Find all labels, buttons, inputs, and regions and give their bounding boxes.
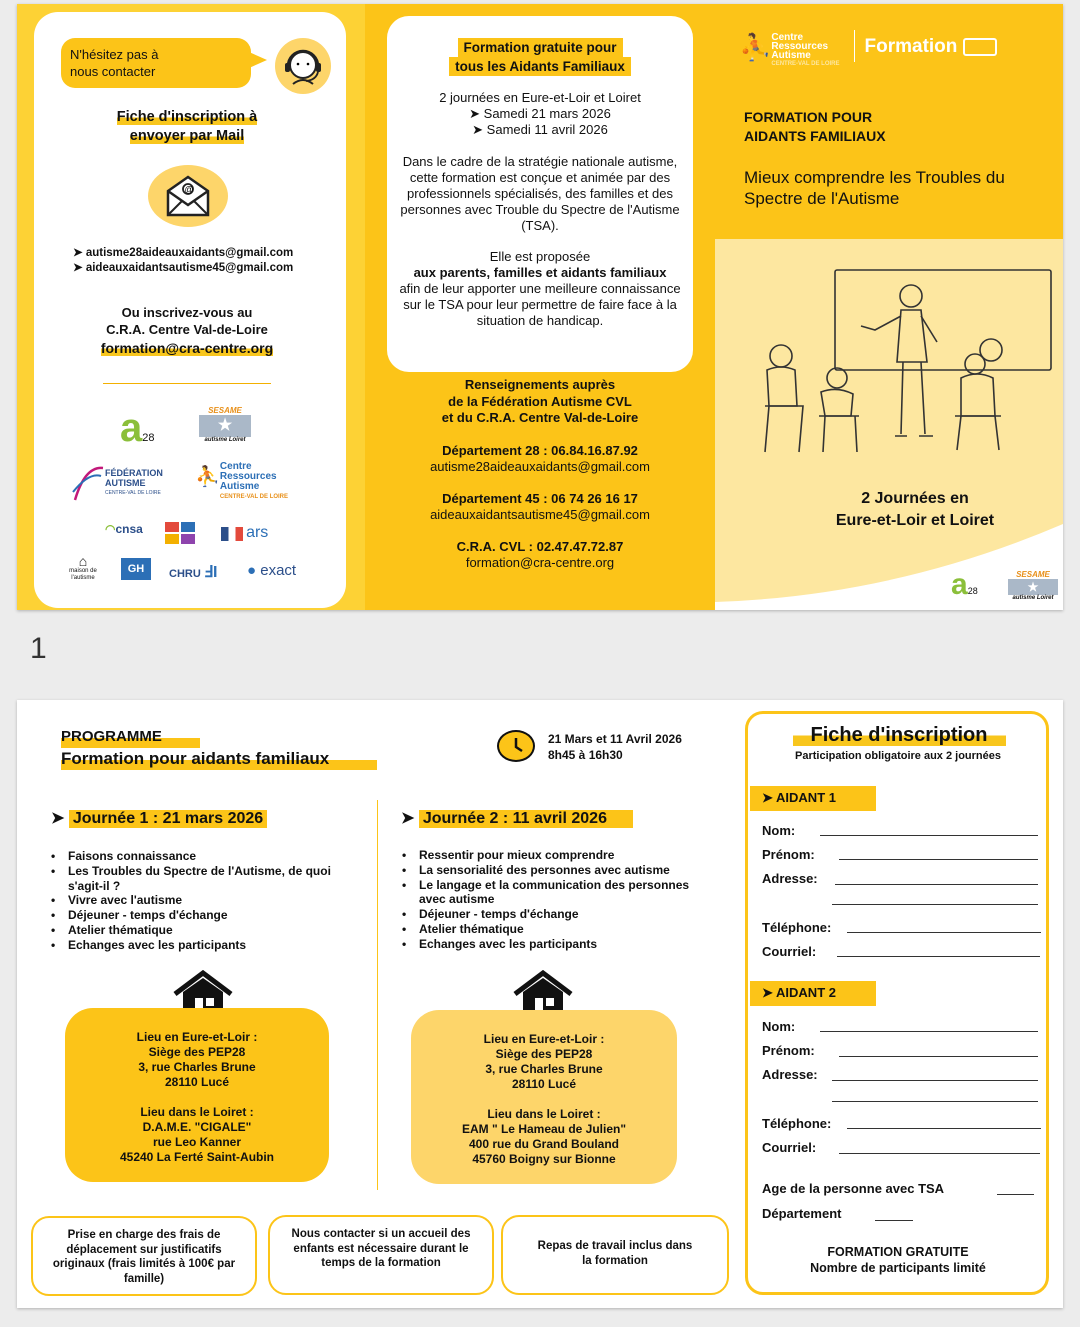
day1-item: ➤ Samedi 21 mars 2026	[469, 106, 611, 121]
cra-people-icon: ⛹	[739, 32, 772, 62]
lieu-text: Lieu en Eure-et-Loir :	[483, 1032, 605, 1046]
nom-label: Nom:	[762, 823, 796, 838]
logo-line2: Ressources	[771, 41, 829, 52]
adresse-label: Adresse:	[762, 871, 818, 886]
cnsa-logo	[105, 522, 143, 536]
a28-num-small: 28	[967, 586, 978, 596]
list-item: • Ressentir pour mieux comprendre	[402, 848, 712, 863]
para2-end: afin de leur apporter une meilleure connaissance sur le TSA pour leur permettre de faire face à la situation de handicap.	[399, 281, 681, 328]
headset-icon	[275, 38, 331, 94]
inscription-block	[37, 304, 337, 357]
brochure-inner-page	[17, 700, 1063, 1308]
cra-line4: CENTRE-VAL DE LOIRE	[219, 494, 289, 500]
dates-text: 21 Mars et 11 Avril 2026	[548, 732, 682, 746]
prenom-input-2[interactable]	[839, 1056, 1038, 1057]
form-title-wrap	[767, 724, 1031, 747]
info-box-enfants: Nous contacter si un accueil des enfants est nécessaire durant le temps de la formation	[268, 1215, 494, 1295]
lieu-text: EAM " Le Hameau de Julien"	[461, 1122, 627, 1136]
inscr-email[interactable]: formation@cra-centre.org	[100, 340, 274, 356]
heading-line1: FORMATION POUR	[744, 109, 873, 125]
day2-item: ➤ Samedi 11 avril 2026	[472, 122, 608, 137]
list-item: • Echanges avec les participants	[402, 937, 712, 952]
contacts-block	[387, 443, 693, 571]
lieu-text: 45760 Boigny sur Bionne	[472, 1152, 616, 1166]
mail-icon	[148, 165, 228, 227]
day1-list	[51, 849, 351, 953]
federation-swoosh-icon	[71, 462, 105, 502]
adresse-label: Adresse:	[762, 1067, 818, 1082]
sesame-sub-small: autisme Loiret	[1012, 595, 1054, 601]
form-footer	[757, 1244, 1039, 1276]
fed-line3: CENTRE-VAL DE LOIRE	[105, 490, 161, 496]
form-subtitle: Participation obligatoire aux 2 journées	[795, 750, 1001, 762]
cnsa-arc-icon: ◠	[105, 522, 116, 536]
exact-logo	[247, 562, 296, 579]
maison-text: maison de l'autisme	[69, 568, 97, 581]
email-text[interactable]: aideauxaidantsautisme45@gmail.com	[85, 262, 294, 274]
dates-block	[387, 90, 693, 138]
lieu-box-1	[65, 1008, 329, 1182]
adresse-input-2b[interactable]	[832, 1101, 1038, 1102]
a28-logo-small	[951, 570, 978, 600]
lieu-text: D.A.M.E. "CIGALE"	[142, 1120, 252, 1134]
list-item: • Déjeuner - temps d'échange	[402, 907, 712, 922]
adresse-input-1b[interactable]	[832, 904, 1038, 905]
a28-logo	[120, 408, 155, 448]
chru-logo	[169, 562, 218, 582]
list-item: • Faisons connaissance	[51, 849, 351, 864]
cra-line3: Autisme	[219, 481, 260, 492]
logo-line1: Centre	[771, 32, 804, 43]
info-line1: Renseignements auprès	[464, 377, 616, 392]
aidant1-tag: ➤ AIDANT 1	[750, 786, 876, 811]
day2-heading: ➤ Journée 2 : 11 avril 2026	[401, 808, 633, 828]
form-title: Fiche d'inscription	[793, 724, 1006, 746]
dep45-email[interactable]: aideauxaidantsautisme45@gmail.com	[430, 507, 650, 522]
inscr-line1: Ou inscrivez-vous au	[121, 305, 253, 320]
programme-subtitle: Formation pour aidants familiaux	[61, 748, 377, 770]
courriel-label: Courriel:	[762, 1140, 817, 1155]
courriel-input-2[interactable]	[839, 1153, 1040, 1154]
puzzle-logo	[163, 520, 199, 549]
description-para: Dans le cadre de la stratégie nationale autisme, cette formation est conçue et animée par des professionnels spécialisés, des familles et des personnes avec Trouble du Spectre de l'Autisme (TSA).	[400, 154, 680, 233]
adresse-input-2[interactable]	[832, 1080, 1038, 1081]
ars-logo	[221, 524, 268, 542]
dep45-phone[interactable]: Département 45 : 06 74 26 16 17	[442, 491, 638, 506]
maison-autisme-logo	[63, 554, 103, 582]
telephone-label: Téléphone:	[762, 1116, 832, 1131]
lieu-text: 400 rue du Grand Bouland	[468, 1137, 620, 1151]
cover-column	[715, 4, 1063, 610]
cra-email[interactable]: formation@cra-centre.org	[465, 555, 615, 570]
programme-title: PROGRAMME	[61, 726, 200, 748]
sesame-text-small: SESAME	[1016, 570, 1050, 579]
lieu-text: 3, rue Charles Brune	[138, 1060, 256, 1074]
journees-line1: 2 Journées en	[861, 490, 969, 507]
para2-bold: aux parents, familles et aidants familiaux	[413, 265, 667, 280]
aidant2-tag: ➤ AIDANT 2	[750, 981, 876, 1006]
cra-formation-logo	[739, 30, 997, 69]
sesame-logo	[199, 406, 251, 443]
info-box-repas: Repas de travail inclus dans la formation	[501, 1215, 729, 1295]
a28-letter: a	[120, 406, 143, 450]
renseignements-block	[387, 377, 693, 427]
list-item: • Déjeuner - temps d'échange	[51, 908, 351, 923]
days-intro: 2 journées en Eure-et-Loir et Loiret	[439, 90, 641, 105]
formation-title	[387, 38, 693, 76]
info-box-frais: Prise en charge des frais de déplacement sur justificatifs originaux (frais limités à 100€ par famille)	[31, 1216, 257, 1296]
courriel-label: Courriel:	[762, 944, 817, 959]
fiche-heading	[37, 108, 337, 146]
lieu-text: Siège des PEP28	[495, 1047, 593, 1061]
cra-logo	[195, 462, 288, 502]
nom-input-1[interactable]	[820, 835, 1038, 836]
day1-heading: ➤ Journée 1 : 21 mars 2026	[51, 808, 267, 828]
adresse-input-1[interactable]	[835, 884, 1038, 885]
cover-subtitle: Mieux comprendre les Troubles du Spectre de l'Autisme	[744, 168, 1005, 208]
cnsa-text: cnsa	[115, 522, 143, 536]
fiche-line2: envoyer par Mail	[129, 128, 245, 144]
lieu-text: Lieu dans le Loiret :	[140, 1105, 254, 1119]
para2-start: Elle est proposée	[489, 249, 591, 264]
day1-text: Samedi 21 mars 2026	[483, 106, 611, 121]
journees-line2: Eure-et-Loir et Loiret	[835, 512, 995, 529]
list-item: • Atelier thématique	[402, 922, 712, 937]
marianne-icon	[221, 527, 243, 541]
cra-line1: Centre	[219, 461, 252, 472]
age-input[interactable]	[997, 1194, 1034, 1195]
telephone-input-1[interactable]	[847, 932, 1041, 933]
star-icon-small: ★	[1008, 579, 1058, 595]
contact-text: N'hésitez pas à nous contacter	[70, 47, 159, 79]
cra-line2: Ressources	[219, 471, 277, 482]
email-item[interactable]: ➤ aideauxaidantsautisme45@gmail.com	[73, 262, 294, 274]
departement-input[interactable]	[875, 1220, 913, 1221]
chru-mark-icon: ℲI	[203, 564, 218, 581]
age-label: Age de la personne avec TSA	[762, 1181, 945, 1196]
lieu-text: 28110 Lucé	[164, 1075, 230, 1089]
prenom-label: Prénom:	[762, 847, 815, 862]
logo-formation: Formation	[864, 36, 958, 57]
svg-text:@: @	[184, 184, 194, 195]
divider	[103, 383, 271, 384]
lieu-text: 45240 La Ferté Saint-Aubin	[119, 1150, 275, 1164]
schedule-block	[548, 731, 682, 763]
fiche-line1: Fiche d'inscription à	[116, 109, 258, 125]
hours-text: 8h45 à 16h30	[548, 748, 623, 762]
info-line3: et du C.R.A. Centre Val-de-Loire	[441, 410, 639, 425]
puzzle-icon	[163, 520, 199, 546]
aidant1-label: AIDANT 1	[776, 790, 836, 805]
footer-line1: FORMATION GRATUITE	[827, 1245, 969, 1259]
gh-logo: GH	[121, 558, 151, 580]
email-item[interactable]: ➤ autisme28aideauxaidants@gmail.com	[73, 247, 294, 259]
federation-logo	[71, 462, 163, 502]
formation-board-icon	[963, 38, 997, 56]
inscr-line2: C.R.A. Centre Val-de-Loire	[106, 322, 268, 337]
telephone-label: Téléphone:	[762, 920, 832, 935]
lieu-box-2	[411, 1010, 677, 1184]
title-line2: tous les Aidants Familiaux	[449, 57, 631, 76]
list-item: • Atelier thématique	[51, 923, 351, 938]
classroom-illustration-icon	[755, 266, 1055, 456]
page-number: 1	[30, 632, 47, 665]
star-icon: ★	[199, 415, 251, 437]
courriel-input-1[interactable]	[837, 956, 1040, 957]
sesame-text: SESAME	[208, 406, 242, 415]
ars-text: ars	[246, 524, 269, 541]
column-divider	[377, 800, 378, 1190]
nom-input-2[interactable]	[820, 1031, 1038, 1032]
lieu-text: Lieu dans le Loiret :	[487, 1107, 601, 1121]
list-item: • Vivre avec l'autisme	[51, 893, 351, 908]
footer-line2: Nombre de participants limité	[810, 1261, 986, 1275]
email-list	[73, 246, 363, 276]
prenom-input-1[interactable]	[839, 859, 1038, 860]
prenom-label: Prénom:	[762, 1043, 815, 1058]
sesame-logo-small	[1008, 570, 1058, 601]
lieu-text: rue Leo Kanner	[152, 1135, 242, 1149]
lieu-text: Lieu en Eure-et-Loir :	[136, 1030, 258, 1044]
lieu-text: 28110 Lucé	[511, 1077, 577, 1091]
dep28-email[interactable]: autisme28aideauxaidants@gmail.com	[430, 459, 650, 474]
cra-figures-icon: ⛹	[195, 466, 220, 488]
email-text[interactable]: autisme28aideauxaidants@gmail.com	[85, 247, 294, 259]
audience-para	[391, 249, 689, 329]
list-item: • La sensorialité des personnes avec autisme	[402, 863, 712, 878]
nom-label: Nom:	[762, 1019, 796, 1034]
lieu-text: Siège des PEP28	[148, 1045, 246, 1059]
exact-text: exact	[260, 562, 297, 579]
title-line1: Formation gratuite pour	[458, 38, 623, 57]
fed-line1: FÉDÉRATION	[105, 468, 163, 478]
programme-header	[61, 726, 377, 770]
info-line2: de la Fédération Autisme CVL	[448, 393, 632, 409]
sesame-sub: autisme Loiret	[204, 437, 246, 443]
contact-bubble	[61, 38, 251, 88]
day2-title: Journée 2 : 11 avril 2026	[419, 810, 633, 828]
logo-line4: CENTRE-VAL DE LOIRE	[771, 61, 840, 67]
logo-line3: Autisme	[771, 50, 811, 61]
list-item: • Le langage et la communication des personnes avec autisme	[402, 878, 712, 908]
house-outline-icon: ⌂	[78, 553, 88, 569]
list-item: • Echanges avec les participants	[51, 938, 351, 953]
dep28-phone[interactable]: Département 28 : 06.84.16.87.92	[442, 443, 638, 458]
info-column	[365, 4, 715, 610]
lieu-text: 3, rue Charles Brune	[485, 1062, 603, 1076]
fed-line2: AUTISME	[105, 478, 146, 488]
brochure-outer-page	[17, 4, 1063, 610]
telephone-input-2[interactable]	[847, 1128, 1041, 1129]
aidant2-label: AIDANT 2	[776, 985, 836, 1000]
day1-title: Journée 1 : 21 mars 2026	[69, 810, 267, 828]
clock-icon	[497, 730, 535, 762]
cover-heading	[744, 108, 886, 146]
list-item: • Les Troubles du Spectre de l'Autisme, de quoi s'agit-il ?	[51, 864, 351, 894]
cra-phone[interactable]: C.R.A. CVL : 02.47.47.72.87	[456, 539, 624, 554]
a28-letter-small: a	[951, 568, 968, 601]
contact-column	[17, 4, 365, 610]
chru-text: CHRU	[169, 568, 201, 580]
departement-label: Département	[762, 1206, 842, 1221]
heading-line2: AIDANTS FAMILIAUX	[744, 128, 886, 144]
day2-text: Samedi 11 avril 2026	[486, 122, 608, 137]
a28-num: 28	[142, 432, 155, 444]
day2-list	[402, 848, 712, 952]
exact-dot-icon: ●	[247, 562, 257, 579]
